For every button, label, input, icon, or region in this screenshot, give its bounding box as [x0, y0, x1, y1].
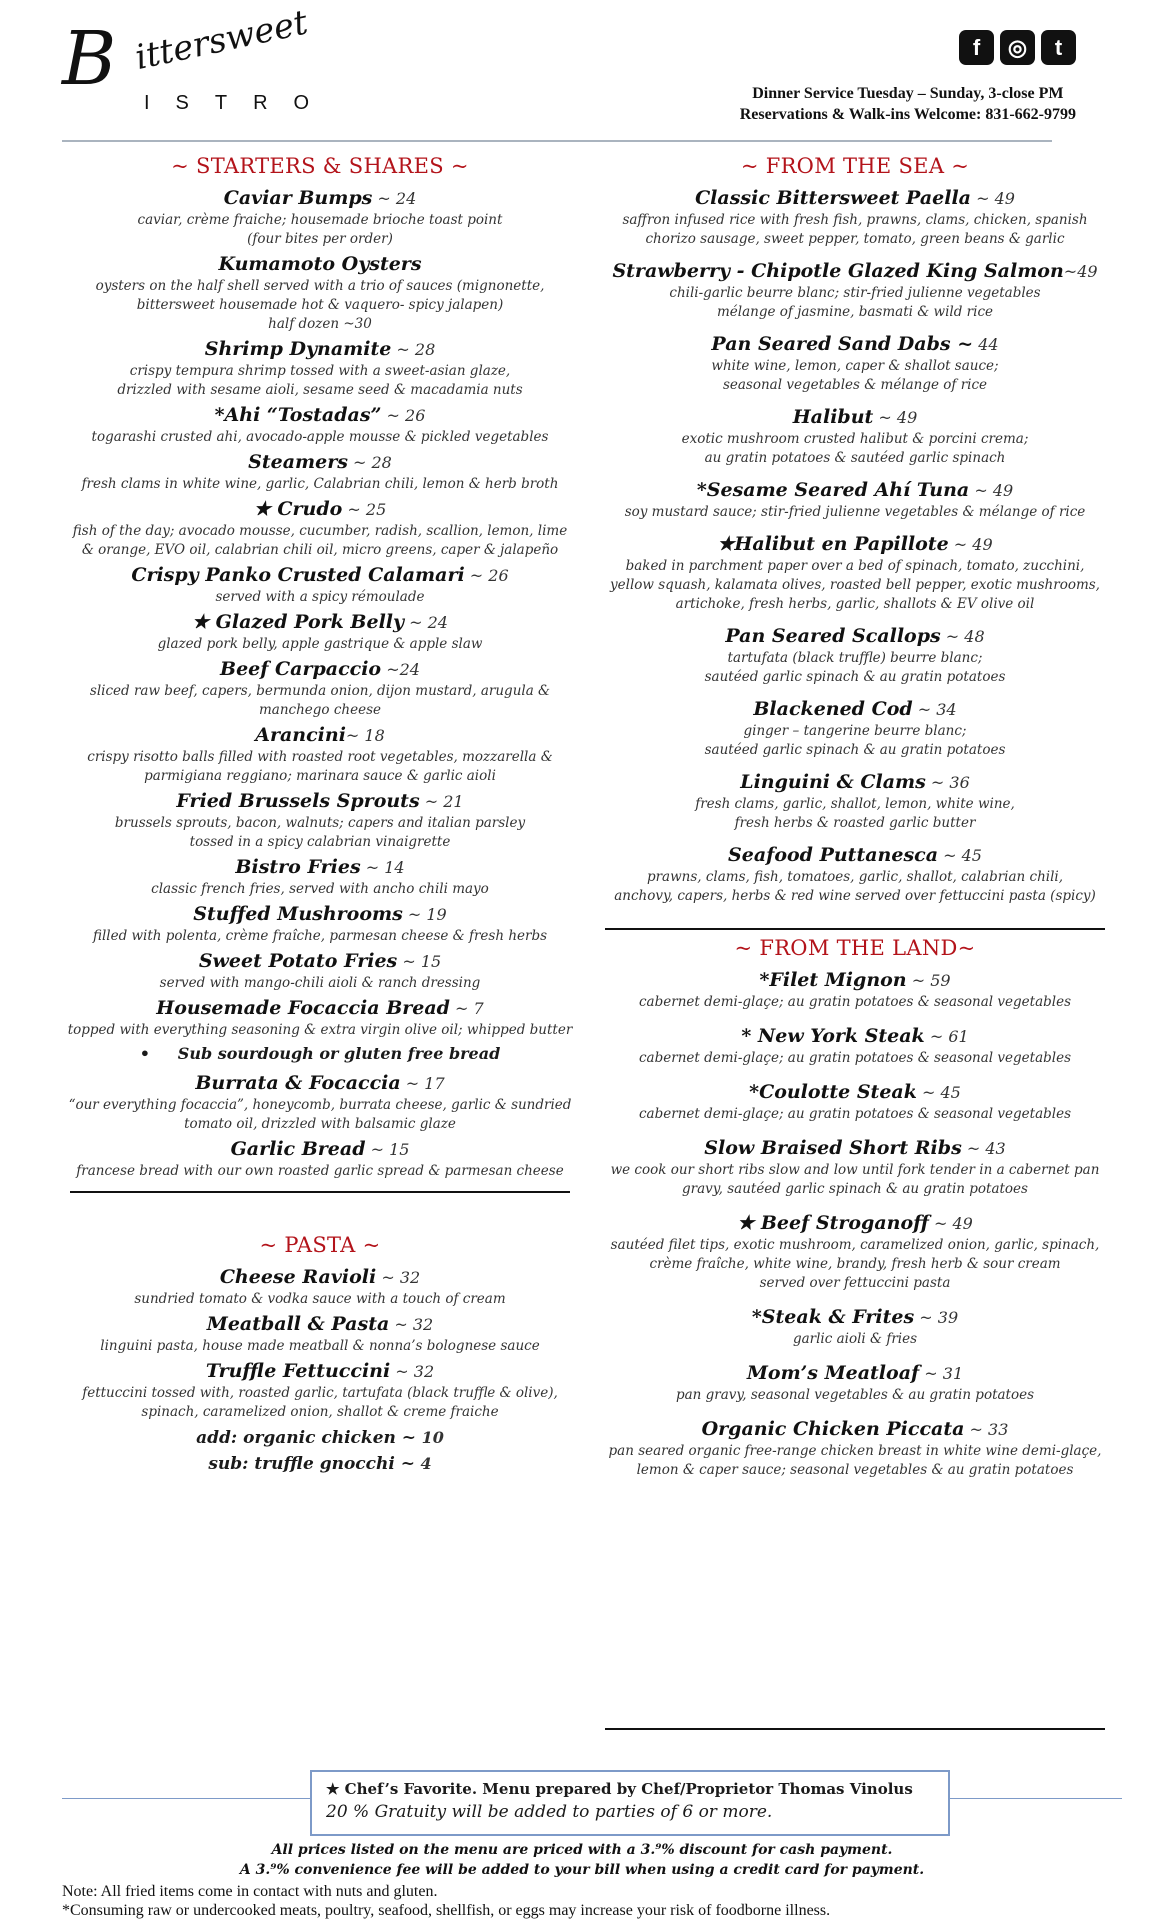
service-hours [740, 83, 1076, 125]
menu-item-price: ~ 34 [912, 700, 957, 719]
menu-item-description: filled with polenta, crème fraîche, parmesan cheese & fresh herbs [92, 928, 548, 944]
menu-item-description: half dozen ~30 [268, 316, 372, 332]
menu-item-description: sundried tomato & vodka sauce with a touch of cream [134, 1291, 506, 1307]
pasta-title: ~ PASTA ~ [259, 1233, 381, 1257]
menu-item-description: artichoke, fresh herbs, garlic, shallots & EV olive oil [675, 596, 1035, 612]
menu-item-name: Kumamoto Oysters [218, 253, 422, 275]
menu-item-price: ~ 15 [397, 952, 442, 971]
menu-item-description: cabernet demi-glaçe; au gratin potatoes & seasonal vegetables [639, 994, 1071, 1010]
chef-favorite-note: ★ Chef’s Favorite. Menu prepared by Chef/Proprietor Thomas Vinolus [326, 1780, 913, 1798]
bistro-logo [62, 2, 362, 122]
menu-item-heading [605, 478, 1105, 503]
menu-item-description: crispy risotto balls filled with roasted root vegetables, mozzarella & [87, 749, 553, 765]
menu-item-heading [60, 723, 580, 748]
menu-item-name: Cheese Ravioli [219, 1266, 377, 1288]
menu-item-name: Steamers [248, 451, 348, 473]
starters-list [60, 186, 580, 1040]
menu-item [605, 186, 1105, 249]
menu-item [60, 450, 580, 494]
hours-line: Dinner Service Tuesday – Sunday, 3-close PM [752, 85, 1064, 102]
menu-item-name: Beef Carpaccio [220, 658, 382, 680]
menu-item [60, 902, 580, 946]
menu-item-heading [605, 843, 1105, 868]
menu-item-price: ~ 49 [970, 189, 1015, 208]
menu-item-name: Pan Seared Scallops [725, 625, 941, 647]
menu-item-description: bittersweet housemade hot & vaquero- spicy jalapen) [136, 297, 504, 313]
menu-item-description: ginger – tangerine beurre blanc; [743, 723, 967, 739]
menu-item-heading [605, 697, 1105, 722]
menu-item-name: ★Halibut en Papillote [717, 533, 949, 555]
menu-item-name: Bistro Fries [235, 856, 361, 878]
pasta-sub-gnocchi [60, 1451, 580, 1477]
menu-item-name: Blackened Cod [753, 698, 913, 720]
logo-script-rest: ittersweet [131, 2, 312, 78]
menu-item-price: ~ 28 [347, 453, 392, 472]
menu-item-price: ~ 24 [404, 613, 448, 632]
menu-item-heading [60, 337, 580, 362]
menu-item-description: baked in parchment paper over a bed of spinach, tomato, zucchini, [625, 558, 1085, 574]
menu-item-description: fresh clams, garlic, shallot, lemon, white wine, [695, 796, 1015, 812]
menu-item-description: cabernet demi-glaçe; au gratin potatoes & seasonal vegetables [639, 1050, 1071, 1066]
land-divider [605, 1728, 1105, 1730]
right-column [605, 150, 1105, 1492]
land-title: ~ FROM THE LAND~ [734, 936, 976, 960]
menu-item-description: sautéed filet tips, exotic mushroom, caramelized onion, garlic, spinach, [610, 1237, 1100, 1253]
menu-item [60, 789, 580, 852]
menu-item-price: ~ 45 [916, 1083, 961, 1102]
menu-item-description: fresh clams in white wine, garlic, Calabrian chili, lemon & herb broth [81, 476, 559, 492]
menu-item-price: 44 [973, 335, 999, 354]
menu-item-name: Burrata & Focaccia [195, 1072, 401, 1094]
menu-item-price: ~ 25 [342, 500, 387, 519]
menu-item-price: ~ 61 [924, 1027, 969, 1046]
menu-item-description: spinach, caramelized onion, shallot & creme fraiche [141, 1404, 499, 1420]
menu-item-price: ~ 39 [914, 1308, 959, 1327]
facebook-icon[interactable]: f [959, 30, 994, 65]
menu-item-heading [605, 186, 1105, 211]
menu-item-description: (four bites per order) [247, 231, 393, 247]
menu-item-name: *Steak & Frites [751, 1306, 915, 1328]
card-fee-note: A 3.⁹% convenience fee will be added to your bill when using a credit card for payment. [239, 1862, 925, 1878]
menu-item-price: ~ 15 [365, 1140, 410, 1159]
menu-item-description: tossed in a spicy calabrian vinaigrette [189, 834, 451, 850]
menu-item-description: lemon & caper sauce; seasonal vegetables & au gratin potatoes [636, 1462, 1074, 1478]
pasta-list [60, 1265, 580, 1422]
menu-item-price: ~ 18 [345, 726, 385, 745]
focaccia-sub-text: Sub sourdough or gluten free bread [177, 1044, 501, 1063]
menu-item-price: ~ 32 [390, 1362, 435, 1381]
menu-item-description: chorizo sausage, sweet pepper, tomato, green beans & garlic [645, 231, 1065, 247]
menu-item-name: Stuffed Mushrooms [193, 903, 403, 925]
menu-item-description: & orange, EVO oil, calabrian chili oil, micro greens, caper & jalapeño [81, 542, 559, 558]
menu-item [605, 332, 1105, 395]
menu-item-description: sautéed garlic spinach & au gratin potatoes [704, 669, 1006, 685]
menu-item-heading [605, 1417, 1105, 1442]
menu-item [605, 968, 1105, 1012]
menu-item-description: mélange of jasmine, basmati & wild rice [717, 304, 993, 320]
chef-note-box [310, 1770, 950, 1836]
sub-gnocchi-price: 4 [414, 1454, 432, 1473]
menu-item-name: Slow Braised Short Ribs [704, 1137, 962, 1159]
menu-item-price: ~ 49 [948, 535, 993, 554]
menu-item-description: pan gravy, seasonal vegetables & au gratin potatoes [675, 1387, 1035, 1403]
menu-item [60, 563, 580, 607]
menu-item-name: Organic Chicken Piccata [701, 1418, 965, 1440]
starters-list-2 [60, 1071, 580, 1181]
menu-item-description: served with mango-chili aioli & ranch dressing [159, 975, 481, 991]
menu-item-description: tomato oil, drizzled with balsamic glaze [184, 1116, 456, 1132]
menu-item-description: garlic aioli & fries [792, 1331, 918, 1347]
starters-divider [70, 1191, 570, 1193]
menu-item-price: ~ 43 [961, 1139, 1006, 1158]
menu-item-description: drizzled with sesame aioli, sesame seed & macadamia nuts [117, 382, 523, 398]
menu-item-description: chili-garlic beurre blanc; stir-fried julienne vegetables [669, 285, 1041, 301]
menu-item-price: ~ 28 [391, 340, 436, 359]
reservations-line: Reservations & Walk-ins Welcome: 831-662-9799 [739, 106, 1076, 123]
menu-item-heading [605, 968, 1105, 993]
menu-item-price: ~ 7 [449, 999, 484, 1018]
menu-item-description: we cook our short ribs slow and low until fork tender in a cabernet pan [610, 1162, 1100, 1178]
menu-item-description: soy mustard sauce; stir-fried julienne vegetables & mélange of rice [624, 504, 1086, 520]
menu-item-description: fettuccini tossed with, roasted garlic, tartufata (black truffle & olive), [82, 1385, 558, 1401]
menu-item-heading [605, 405, 1105, 430]
menu-item [605, 1136, 1105, 1199]
menu-item-description: yellow squash, kalamata olives, roasted bell pepper, exotic mushrooms, [610, 577, 1100, 593]
menu-item-heading [60, 1265, 580, 1290]
menu-item [605, 1417, 1105, 1480]
menu-item-heading [60, 1359, 580, 1384]
menu-item-name: Shrimp Dynamite [204, 338, 392, 360]
menu-item-price: ~ 48 [940, 627, 985, 646]
menu-item-description: sliced raw beef, capers, bermunda onion, dijon mustard, arugula & manchego cheese [89, 683, 551, 718]
menu-item-heading [60, 1137, 580, 1162]
menu-item-description: white wine, lemon, caper & shallot sauce; [711, 358, 999, 374]
menu-item [605, 843, 1105, 906]
logo-subtitle: ISTRO [144, 92, 336, 114]
menu-item-name: Garlic Bread [230, 1138, 366, 1160]
sea-divider [605, 928, 1105, 930]
menu-item-description: francese bread with our own roasted garlic spread & parmesan cheese [76, 1163, 564, 1179]
menu-item-heading [60, 657, 580, 682]
logo-script-initial: B [62, 16, 117, 102]
menu-item-heading [60, 949, 580, 974]
starters-title: ~ STARTERS & SHARES ~ [171, 154, 469, 178]
menu-item-name: Mom’s Meatloaf [746, 1362, 920, 1384]
menu-item [605, 405, 1105, 468]
sub-gnocchi-label: sub: truffle gnocchi ~ [208, 1454, 415, 1474]
menu-item-name: *Filet Mignon [759, 969, 907, 991]
menu-item-price: ~ 14 [360, 858, 405, 877]
menu-item-price: ~ 33 [964, 1420, 1009, 1439]
fried-items-note: Note: All fried items come in contact with nuts and gluten. [62, 1883, 438, 1900]
menu-item-description: saffron infused rice with fresh fish, prawns, clams, chicken, spanish [622, 212, 1088, 228]
menu-item-description: gravy, sautéed garlic spinach & au gratin potatoes [682, 1181, 1028, 1197]
menu-item [60, 403, 580, 447]
menu-item-price: ~ 49 [969, 481, 1014, 500]
menu-item [60, 1137, 580, 1181]
menu-item-name: Halibut [792, 406, 874, 428]
menu-item-name: Strawberry - Chipotle Glazed King Salmon [612, 260, 1064, 282]
menu-item-heading [60, 403, 580, 428]
menu-item-name: Caviar Bumps [223, 187, 373, 209]
menu-item-description: classic french fries, served with ancho chili mayo [151, 881, 489, 897]
menu-item-name: Crispy Panko Crusted Calamari [131, 564, 465, 586]
menu-item-heading [60, 1312, 580, 1337]
menu-item [60, 1312, 580, 1356]
menu-item-name: Pan Seared Sand Dabs ~ [711, 333, 974, 355]
menu-item-description: served over fettuccini pasta [759, 1275, 951, 1291]
menu-item-price: ~49 [1063, 262, 1098, 281]
social-icons [959, 30, 1076, 65]
menu-item-price: ~ 31 [919, 1364, 964, 1383]
menu-item-heading [605, 1080, 1105, 1105]
menu-item [60, 855, 580, 899]
menu-item [60, 1071, 580, 1134]
menu-item [605, 1080, 1105, 1124]
menu-item-description: exotic mushroom crusted halibut & porcini crema; [681, 431, 1029, 447]
menu-item-heading [60, 902, 580, 927]
menu-item-heading [605, 1211, 1105, 1236]
menu-item-description: fish of the day; avocado mousse, cucumber, radish, scallion, lemon, lime [72, 523, 568, 539]
menu-item-heading [605, 1024, 1105, 1049]
menu-item-heading [60, 563, 580, 588]
menu-item-name: Meatball & Pasta [206, 1313, 390, 1335]
menu-item [605, 532, 1105, 614]
menu-item-description: pan seared organic free-range chicken breast in white wine demi-glaçe, [608, 1443, 1102, 1459]
menu-item-name: Classic Bittersweet Paella [695, 187, 971, 209]
menu-item-price: ~ 19 [402, 905, 447, 924]
menu-item-heading [60, 252, 580, 277]
menu-item-description: anchovy, capers, herbs & red wine served over fettuccini pasta (spicy) [614, 888, 1096, 904]
sea-title: ~ FROM THE SEA ~ [740, 154, 970, 178]
menu-item-name: *Coulotte Steak [749, 1081, 917, 1103]
menu-item-description: caviar, crème fraiche; housemade brioche toast point [137, 212, 503, 228]
menu-item-price: ~ 17 [400, 1074, 445, 1093]
sea-list [605, 186, 1105, 906]
menu-item-heading [605, 332, 1105, 357]
menu-item-description: prawns, clams, fish, tomatoes, garlic, shallot, calabrian chili, [646, 869, 1064, 885]
menu-item-name: ★ Glazed Pork Belly [192, 611, 405, 633]
menu-item-price: ~ 24 [372, 189, 417, 208]
menu-item-description: topped with everything seasoning & extra virgin olive oil; whipped butter [67, 1022, 573, 1038]
menu-item-name: Arancini [255, 724, 346, 746]
menu-item-description: seasonal vegetables & mélange of rice [722, 377, 988, 393]
menu-item-description: tartufata (black truffle) beurre blanc; [727, 650, 983, 666]
menu-item-price: ~ 59 [906, 971, 951, 990]
menu-item-description: served with a spicy rémoulade [215, 589, 425, 605]
menu-item [605, 478, 1105, 522]
menu-item [605, 770, 1105, 833]
menu-item-description: parmigiana reggiano; marinara sauce & garlic aioli [144, 768, 496, 784]
menu-item-description: glazed pork belly, apple gastrique & apple slaw [157, 636, 483, 652]
menu-item-price: ~ 49 [928, 1214, 973, 1233]
menu-item-name: Housemade Focaccia Bread [156, 997, 450, 1019]
menu-item-price: ~ 32 [376, 1268, 421, 1287]
menu-item-description: brussels sprouts, bacon, walnuts; capers and italian parsley [114, 815, 526, 831]
menu-item-price: ~ 26 [381, 406, 426, 425]
menu-item [60, 337, 580, 400]
menu-item-name: ★ Beef Stroganoff [737, 1212, 929, 1234]
menu-item-name: Seafood Puttanesca [728, 844, 939, 866]
menu-item-description: togarashi crusted ahi, avocado-apple mousse & pickled vegetables [91, 429, 549, 445]
menu-item-description: fresh herbs & roasted garlic butter [734, 815, 976, 831]
menu-item-heading [60, 450, 580, 475]
menu-item [60, 610, 580, 654]
menu-item [60, 1359, 580, 1422]
menu-item [60, 1265, 580, 1309]
menu-item [605, 1305, 1105, 1349]
menu-item [605, 1361, 1105, 1405]
menu-item-heading [60, 186, 580, 211]
menu-item-description: cabernet demi-glaçe; au gratin potatoes & seasonal vegetables [639, 1106, 1071, 1122]
menu-item-heading [605, 1136, 1105, 1161]
menu-item-description: “our everything focaccia”, honeycomb, burrata cheese, garlic & sundried [68, 1097, 572, 1113]
menu-item-price: ~ 21 [419, 792, 464, 811]
menu-item-price: ~24 [381, 660, 420, 679]
menu-item-heading [605, 259, 1105, 284]
footer-notes [62, 1882, 1122, 1920]
menu-item-heading [60, 789, 580, 814]
instagram-icon[interactable]: ◎ [1000, 30, 1035, 65]
cash-discount-note: All prices listed on the menu are priced with a 3.⁹% discount for cash payment. [271, 1842, 893, 1858]
menu-item-price: ~ 49 [873, 408, 918, 427]
focaccia-sub-note: • Sub sourdough or gluten free bread [139, 1044, 501, 1063]
menu-item-name: Truffle Fettuccini [205, 1360, 391, 1382]
menu-item-price: ~ 45 [938, 846, 982, 865]
menu-item [605, 697, 1105, 760]
menu-item-description: oysters on the half shell served with a trio of sauces (mignonette, [95, 278, 545, 294]
menu-item-name: Fried Brussels Sprouts [176, 790, 420, 812]
menu-item [60, 949, 580, 993]
add-chicken-label: add: organic chicken ~ [196, 1428, 417, 1448]
land-list [605, 968, 1105, 1480]
menu-item-heading [605, 770, 1105, 795]
menu-item-heading [60, 855, 580, 880]
menu-item-description: sautéed garlic spinach & au gratin potatoes [704, 742, 1006, 758]
menu-item [605, 624, 1105, 687]
menu-item [605, 1211, 1105, 1293]
menu-item-name: Sweet Potato Fries [198, 950, 398, 972]
menu-item-heading [605, 1361, 1105, 1386]
twitter-icon[interactable]: t [1041, 30, 1076, 65]
menu-item-price: ~ 36 [925, 773, 970, 792]
menu-item [60, 497, 580, 560]
payment-notice [62, 1840, 1102, 1880]
menu-item-heading [60, 497, 580, 522]
menu-item-description: crispy tempura shrimp tossed with a sweet-asian glaze, [129, 363, 511, 379]
menu-item [60, 186, 580, 249]
gratuity-note: 20 % Gratuity will be added to parties of 6 or more. [326, 1802, 773, 1822]
menu-item-name: *Sesame Seared Ahí Tuna [696, 479, 970, 501]
menu-item [60, 657, 580, 720]
menu-item-price: ~ 32 [389, 1315, 434, 1334]
menu-item-heading [605, 1305, 1105, 1330]
menu-item-heading [605, 532, 1105, 557]
left-column [60, 150, 580, 1477]
menu-item [60, 996, 580, 1040]
menu-item-description: au gratin potatoes & sautéed garlic spinach [704, 450, 1006, 466]
menu-item [605, 259, 1105, 322]
menu-item [605, 1024, 1105, 1068]
menu-item-heading [60, 610, 580, 635]
menu-item-name: *Ahi “Tostadas” [214, 404, 382, 426]
menu-item-description: linguini pasta, house made meatball & nonna’s bolognese sauce [100, 1338, 540, 1354]
header-divider [62, 140, 1052, 142]
menu-item-name: * New York Steak [741, 1025, 925, 1047]
menu-item-name: Linguini & Clams [740, 771, 926, 793]
raw-food-warning: *Consuming raw or undercooked meats, poultry, seafood, shellfish, or eggs may increase your risk of foodborne illness. [62, 1902, 831, 1919]
menu-item-heading [605, 624, 1105, 649]
menu-item [60, 723, 580, 786]
menu-item-heading [60, 996, 580, 1021]
menu-item-heading [60, 1071, 580, 1096]
menu-item-description: crème fraîche, white wine, brandy, fresh herb & sour cream [649, 1256, 1061, 1272]
pasta-add-chicken [60, 1425, 580, 1451]
menu-item [60, 252, 580, 334]
menu-item-price: ~ 26 [464, 566, 509, 585]
menu-item-name: ★ Crudo [253, 498, 343, 520]
add-chicken-price: 10 [416, 1428, 444, 1447]
